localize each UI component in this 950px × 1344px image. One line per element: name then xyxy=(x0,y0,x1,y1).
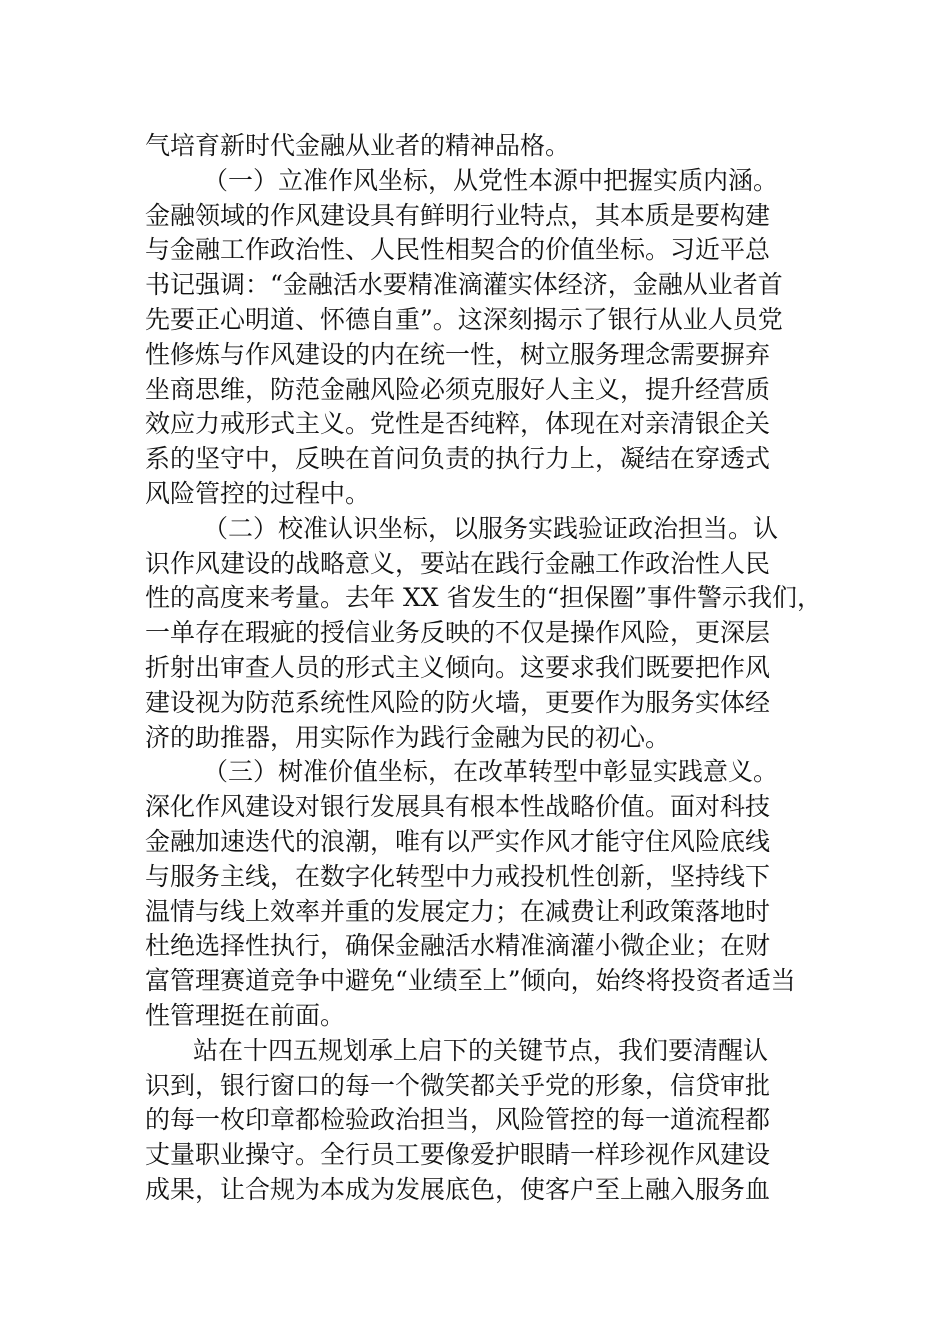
text-line: 书记强调：“金融活水要精准滴灌实体经济，金融从业者首 xyxy=(145,270,783,300)
text-line: 成果，让合规为本成为发展底色，使客户至上融入服务血 xyxy=(145,1174,771,1204)
text-line: 效应力戒形式主义。党性是否纯粹，体现在对亲清银企关 xyxy=(145,409,771,439)
text-line: 济的助推器，用实际作为践行金融为民的初心。 xyxy=(145,722,671,752)
text-line: 坐商思维，防范金融风险必须克服好人主义，提升经营质 xyxy=(145,374,771,404)
text-line: 识作风建设的战略意义，要站在践行金融工作政治性人民 xyxy=(145,548,771,578)
text-line: 富管理赛道竞争中避免“业绩至上”倾向，始终将投资者适当 xyxy=(145,966,796,996)
text-line: （三）树准价值坐标，在改革转型中彰显实践意义。 xyxy=(203,757,779,787)
text-line: 与服务主线，在数字化转型中力戒投机性创新，坚持线下 xyxy=(145,861,771,891)
text-line: 杜绝选择性执行，确保金融活水精准滴灌小微企业；在财 xyxy=(145,931,771,961)
text-line: 与金融工作政治性、人民性相契合的价值坐标。习近平总 xyxy=(145,235,771,265)
text-line: 折射出审查人员的形式主义倾向。这要求我们既要把作风 xyxy=(145,652,771,682)
text-line: 识到，银行窗口的每一个微笑都关乎党的形象，信贷审批 xyxy=(145,1070,771,1100)
text-line: 丈量职业操守。全行员工要像爱护眼睛一样珍视作风建设 xyxy=(145,1140,771,1170)
text-line: （二）校准认识坐标，以服务实践验证政治担当。认 xyxy=(203,513,779,543)
text-line: 气培育新时代金融从业者的精神品格。 xyxy=(145,131,571,160)
text-line: 金融加速迭代的浪潮，唯有以严实作风才能守住风险底线 xyxy=(145,826,771,856)
text-line: 风险管控的过程中。 xyxy=(145,478,371,508)
document-body xyxy=(145,129,823,1208)
text-line: 建设视为防范系统性风险的防火墙，更要作为服务实体经 xyxy=(145,687,771,717)
text-line: 温情与线上效率并重的发展定力；在减费让利政策落地时 xyxy=(145,896,771,926)
text-line: 深化作风建设对银行发展具有根本性战略价值。面对科技 xyxy=(145,792,771,822)
text-line: 性的高度来考量。去年 XX 省发生的“担保圈”事件警示我们， xyxy=(145,583,823,613)
text-line: （一）立准作风坐标，从党性本源中把握实质内涵。 xyxy=(203,165,779,195)
text-line: 性修炼与作风建设的内在统一性，树立服务理念需要摒弃 xyxy=(145,339,771,369)
text-line: 金融领域的作风建设具有鲜明行业特点，其本质是要构建 xyxy=(145,200,771,230)
text-line: 站在十四五规划承上启下的关键节点，我们要清醒认 xyxy=(193,1035,769,1065)
text-line: 的每一枚印章都检验政治担当，风险管控的每一道流程都 xyxy=(145,1105,771,1135)
text-line: 一单存在瑕疵的授信业务反映的不仅是操作风险，更深层 xyxy=(145,618,771,648)
text-line: 系的坚守中，反映在首问负责的执行力上，凝结在穿透式 xyxy=(145,444,771,474)
text-line: 先要正心明道、怀德自重”。这深刻揭示了银行从业人员党 xyxy=(145,304,783,334)
text-line: 性管理挺在前面。 xyxy=(145,1000,346,1030)
